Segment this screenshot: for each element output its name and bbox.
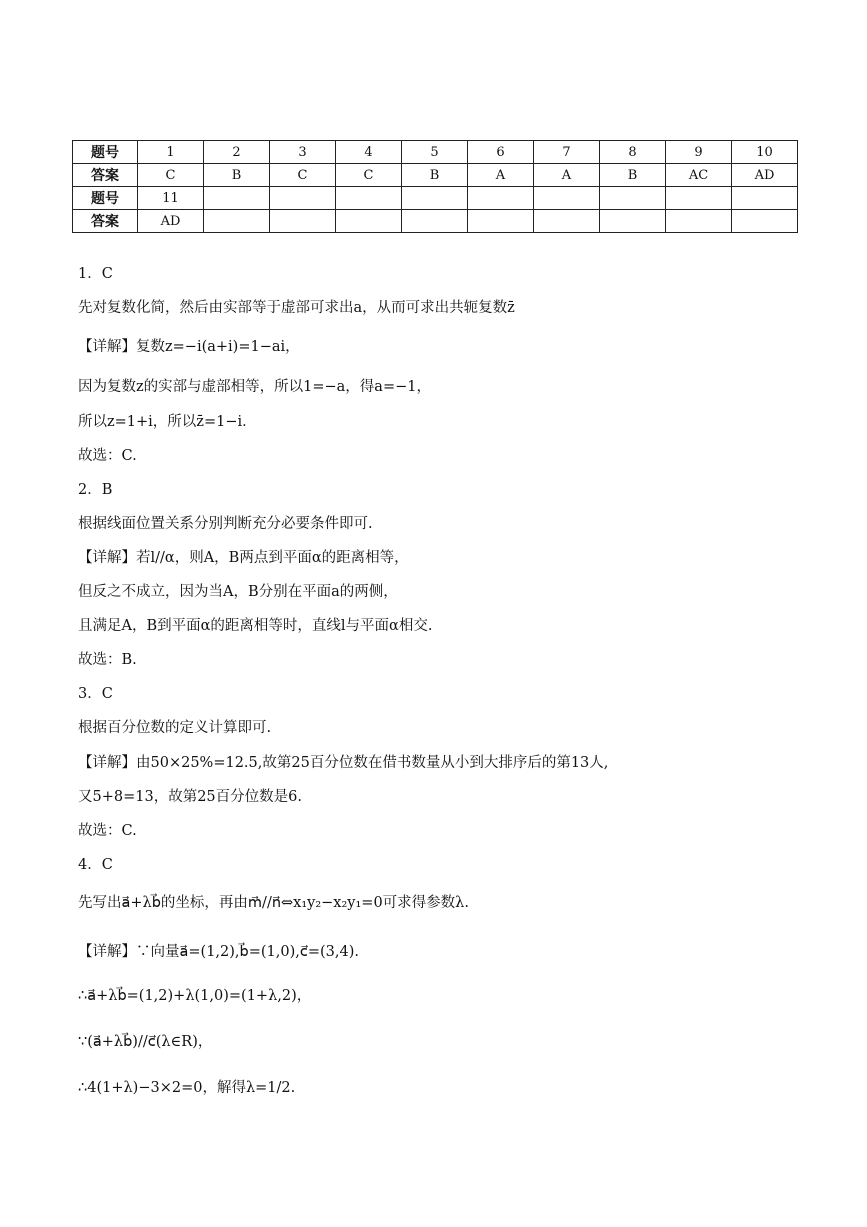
table-cell: 2 xyxy=(204,141,270,164)
question-2-answer: 2．B xyxy=(78,482,113,498)
question-3-step: 又5+8=13，故第25百分位数是6. xyxy=(78,789,302,805)
question-4-step: ∵(a⃗+λb⃗)//c⃗(λ∈R)， xyxy=(78,1034,213,1050)
table-cell xyxy=(732,210,798,233)
table-cell: AC xyxy=(666,164,732,187)
table-cell: C xyxy=(336,164,402,187)
table-cell xyxy=(666,210,732,233)
answer-table xyxy=(72,140,798,233)
table-cell: AD xyxy=(138,210,204,233)
question-2-step: 但反之不成立，因为当A，B分别在平面a的两侧， xyxy=(78,584,398,600)
question-2-detail: 【详解】若l//α，则A，B两点到平面α的距离相等， xyxy=(78,550,409,566)
question-1-detail: 【详解】复数z=−i(a+i)=1−ai， xyxy=(78,339,300,355)
question-3-detail: 【详解】由50×25%=12.5,故第25百分位数在借书数量从小到大排序后的第13人, xyxy=(78,755,609,771)
question-4-answer: 4．C xyxy=(78,857,113,873)
table-cell xyxy=(270,187,336,210)
question-1-analysis: 先对复数化简，然后由实部等于虚部可求出a，从而可求出共轭复数z̄ xyxy=(78,300,515,316)
table-cell xyxy=(402,210,468,233)
question-4-step: ∴4(1+λ)−3×2=0，解得λ=1/2. xyxy=(78,1080,296,1096)
question-1-step: 所以z=1+i，所以z̄=1−i． xyxy=(78,414,257,430)
table-cell: C xyxy=(270,164,336,187)
table-cell: 3 xyxy=(270,141,336,164)
table-row xyxy=(73,187,798,210)
table-cell xyxy=(534,210,600,233)
table-cell: 5 xyxy=(402,141,468,164)
question-1-choice: 故选：C. xyxy=(78,448,137,464)
table-row xyxy=(73,141,798,164)
question-1-answer: 1．C xyxy=(78,266,113,282)
row-label: 题号 xyxy=(73,187,138,210)
table-cell: AD xyxy=(732,164,798,187)
table-cell xyxy=(600,187,666,210)
table-cell: B xyxy=(402,164,468,187)
table-cell xyxy=(534,187,600,210)
row-label: 答案 xyxy=(73,164,138,187)
question-2-step: 且满足A，B到平面α的距离相等时，直线l与平面α相交. xyxy=(78,618,433,634)
table-cell: 11 xyxy=(138,187,204,210)
table-cell: C xyxy=(138,164,204,187)
table-cell xyxy=(402,187,468,210)
table-cell: 1 xyxy=(138,141,204,164)
table-cell xyxy=(468,187,534,210)
table-cell: 9 xyxy=(666,141,732,164)
row-label: 题号 xyxy=(73,141,138,164)
table-cell xyxy=(336,210,402,233)
table-cell: 10 xyxy=(732,141,798,164)
row-label: 答案 xyxy=(73,210,138,233)
table-row xyxy=(73,210,798,233)
table-cell xyxy=(336,187,402,210)
table-cell xyxy=(468,210,534,233)
table-cell: B xyxy=(600,164,666,187)
question-4-analysis: 先写出a⃗+λb⃗的坐标，再由m⃗//n⃗⇔x₁y₂−x₂y₁=0可求得参数λ. xyxy=(78,895,469,911)
table-cell xyxy=(666,187,732,210)
table-cell xyxy=(600,210,666,233)
table-cell xyxy=(204,187,270,210)
question-2-analysis: 根据线面位置关系分别判断充分必要条件即可. xyxy=(78,516,373,532)
question-2-choice: 故选：B. xyxy=(78,652,137,668)
question-3-analysis: 根据百分位数的定义计算即可. xyxy=(78,720,272,736)
table-cell: A xyxy=(468,164,534,187)
question-4-detail: 【详解】∵向量a⃗=(1,2),b⃗=(1,0),c⃗=(3,4). xyxy=(78,944,359,960)
table-cell xyxy=(732,187,798,210)
table-cell xyxy=(270,210,336,233)
table-cell: 4 xyxy=(336,141,402,164)
table-row xyxy=(73,164,798,187)
question-4-step: ∴a⃗+λb⃗=(1,2)+λ(1,0)=(1+λ,2)， xyxy=(78,988,312,1004)
table-cell: A xyxy=(534,164,600,187)
table-cell xyxy=(204,210,270,233)
question-3-answer: 3．C xyxy=(78,686,113,702)
table-cell: 7 xyxy=(534,141,600,164)
table-cell: 6 xyxy=(468,141,534,164)
question-1-step: 因为复数z的实部与虚部相等，所以1=−a，得a=−1， xyxy=(78,379,431,395)
question-3-choice: 故选：C. xyxy=(78,823,137,839)
table-cell: 8 xyxy=(600,141,666,164)
table-cell: B xyxy=(204,164,270,187)
